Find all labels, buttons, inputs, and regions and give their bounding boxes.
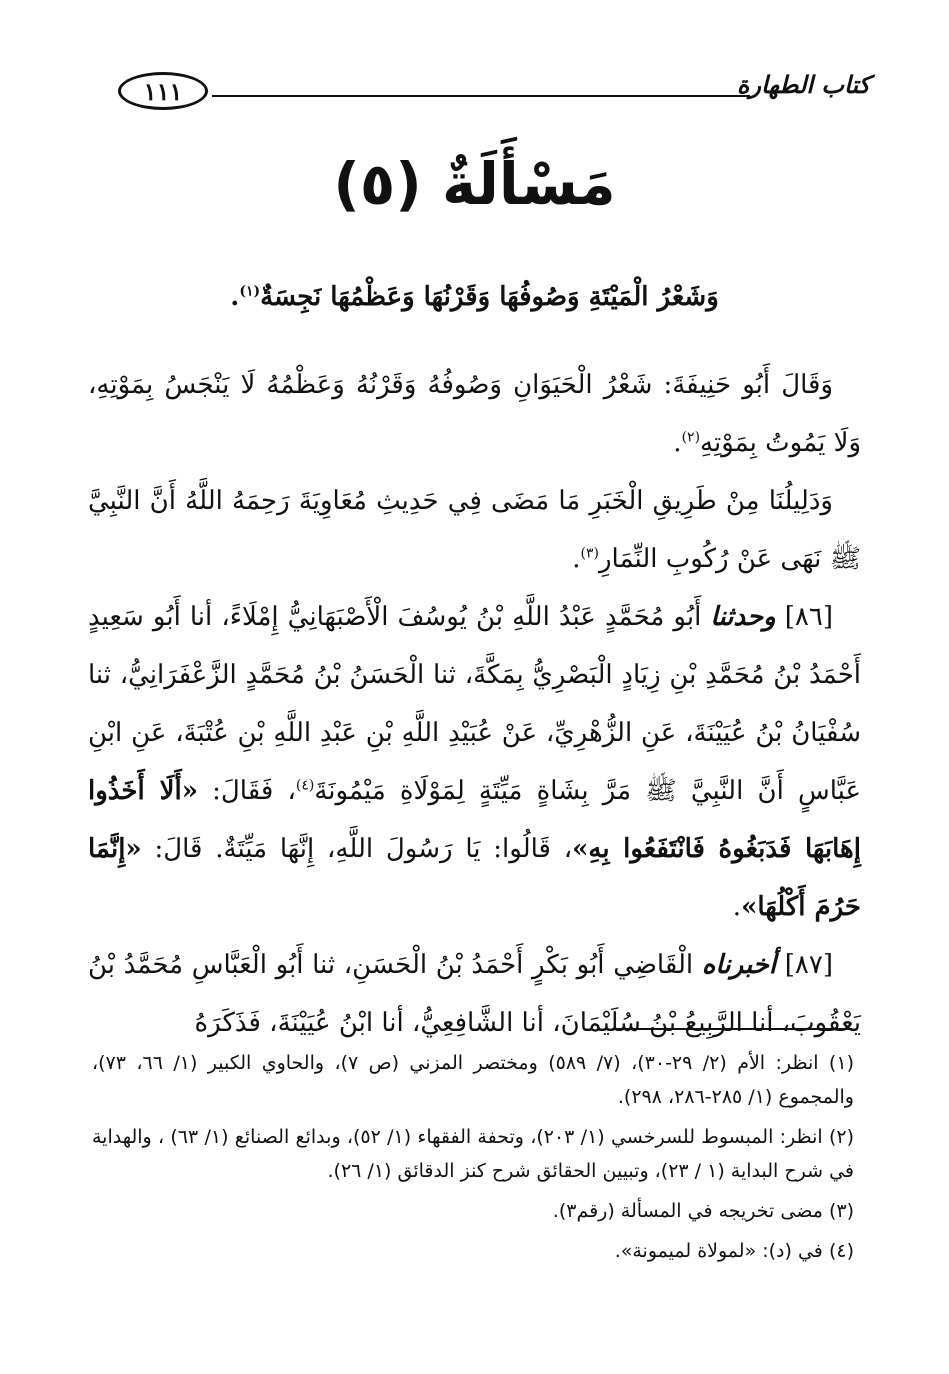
footnotes: [92, 1046, 854, 1274]
prophetic-quote-2: «إِنَّمَا حَرُمَ أَكْلُهَا»: [88, 834, 861, 922]
hadith-number: [٨٧]: [784, 950, 833, 980]
hadith-86-text-3: ، قَالُوا: يَا رَسُولَ اللَّهِ، إِنَّهَا مَيِّتَةٌ. قَالَ:: [154, 834, 573, 864]
footnote-text: في (د): «لمولاة لميمونة».: [614, 1240, 823, 1262]
header-rule: [212, 95, 750, 97]
main-text: [88, 268, 861, 1052]
hadith-86: [88, 588, 861, 936]
footnote-text: انظر: المبسوط للسرخسي (١/ ٢٠٣)، وتحفة الفقهاء (١/ ٥٢)، وبدائع الصنائع (١/ ٦٣) ، والهداية في شرح البداية (١ / ٢٣)، وتبيين الحقائق شرح كنز الدقائق (١/ ٢٦).: [92, 1126, 854, 1182]
hadith-87-text: الْقَاضِي أَبُو بَكْرٍ أَحْمَدُ بْنُ الْحَسَنِ، ثنا أَبُو الْعَبَّاسِ مُحَمَّدُ بْنُ يَعْقُوبَ، أنا الرَّبِيعُ بْنُ سُلَيْمَانَ، أنا الشَّافِعِيُّ، أنا ابْنُ عُيَيْنَةَ، فَذَكَرَهُ: [88, 950, 861, 1038]
footnote-number: (٤): [828, 1240, 854, 1262]
lead-end: .: [230, 282, 240, 312]
paragraph-dalil: [88, 472, 861, 588]
prophetic-quote-1: «أَلَا أَخَذُوا إِهَابَهَا فَدَبَغُوهُ فَانْتَفَعُوا بِهِ»: [88, 776, 861, 864]
hadith-86-text-1: أَبُو مُحَمَّدٍ عَبْدُ اللَّهِ بْنُ يُوسُفَ الْأَصْبَهَانِيُّ إِمْلَاءً، أنا أَبُو سَعِيدٍ أَحْمَدُ بْنُ مُحَمَّدِ بْنِ زِيَادٍ الْبَصْرِيُّ بِمَكَّةَ، ثنا الْحَسَنُ بْنُ مُحَمَّدٍ الزَّعْفَرَانِيُّ، ثنا سُفْيَانُ بْنُ عُيَيْنَةَ، عَنِ الزُّهْرِيِّ، عَنْ عُبَيْدِ اللَّهِ بْنِ عَبْدِ اللَّهِ بْنِ عُتْبَةَ، عَنِ ابْنِ عَبَّاسٍ أَنَّ النَّبِيَّ ﷺ مَرَّ بِشَاةٍ مَيِّتَةٍ لِمَوْلَاةِ مَيْمُونَةَ: [88, 602, 862, 806]
footnote-text: انظر: الأم (٢/ ٢٩-٣٠)، (٧/ ٥٨٩) ومختصر المزني (ص ٧)، والحاوي الكبير (١/ ٦٦، ٧٣)، والمجموع (١/ ٢٨٥-٢٨٦، ٢٩٨).: [92, 1052, 854, 1108]
footnote-1: [92, 1046, 854, 1114]
page-number: ١١١: [118, 72, 208, 110]
dalil-end: .: [572, 544, 581, 574]
book-title: كتاب الطهارة: [736, 70, 870, 99]
paragraph-abu-hanifa: [88, 356, 861, 472]
footnote-number: (٢): [828, 1126, 854, 1148]
footnote-number: (١): [828, 1052, 854, 1074]
hadith-87: [88, 936, 861, 1052]
footnote-separator: [612, 1028, 852, 1030]
issue-title: مَسْأَلَةٌ (٥): [333, 150, 616, 218]
dalil-text: وَدَلِيلُنَا مِنْ طَرِيقِ الْخَبَرِ مَا مَضَى فِي حَدِيثِ مُعَاوِيَةَ رَحِمَهُ اللَّهُ أَنَّ النَّبِيَّ ﷺ نَهَى عَنْ رُكُوبِ النِّمَارِ: [88, 486, 861, 574]
lead-text: وَشَعْرُ الْمَيْتَةِ وَصُوفُهَا وَقَرْنُهَا وَعَظْمُهَا نَجِسَةٌ: [260, 282, 719, 312]
footnote-number: (٣): [828, 1200, 854, 1222]
footnote-ref: (٣): [580, 545, 599, 562]
lead-statement: [88, 268, 861, 326]
footnote-ref: (١): [239, 283, 261, 300]
footnote-3: [92, 1194, 854, 1228]
abu-hanifa-end: .: [673, 428, 682, 458]
narration-verb: أخبرناه: [701, 950, 777, 980]
hadith-86-end: .: [732, 892, 742, 922]
hadith-86-text-2: ، فَقَالَ:: [212, 776, 296, 806]
narration-verb: وحدثنا: [710, 602, 776, 632]
footnote-4: [92, 1234, 854, 1268]
footnote-ref: (٢): [681, 429, 701, 446]
footnote-2: [92, 1120, 854, 1188]
running-header: [118, 68, 870, 116]
footnote-text: مضى تخريجه في المسألة (رقم٣).: [552, 1200, 823, 1222]
abu-hanifa-text: وَقَالَ أَبُو حَنِيفَةَ: شَعْرُ الْحَيَوَانِ وَصُوفُهُ وَقَرْنُهُ وَعَظْمُهُ لَا يَنْجَسُ بِمَوْتِهِ، وَلَا يَمُوتُ بِمَوْتِهِ: [88, 370, 861, 458]
hadith-number: [٨٦]: [784, 602, 833, 632]
footnote-ref: (٤): [295, 777, 315, 794]
